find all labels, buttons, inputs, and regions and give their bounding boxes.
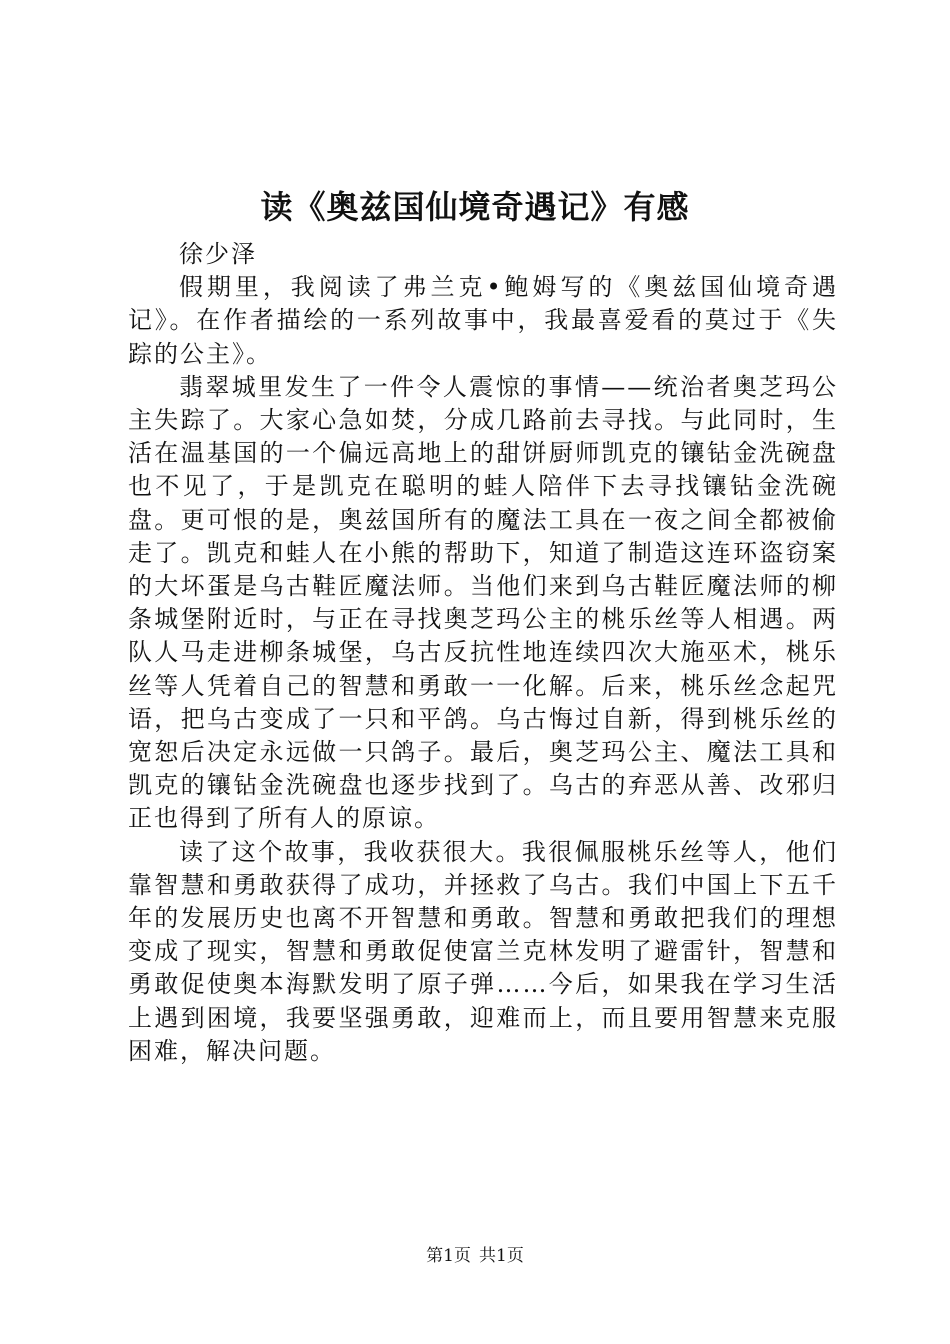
page-number-current: 第1页 (426, 1246, 471, 1266)
paragraph-reflection: 读了这个故事，我收获很大。我很佩服桃乐丝等人，他们靠智慧和勇敢获得了成功，并拯救了乌古。我们中国上下五千年的发展历史也离不开智慧和勇敢。智慧和勇敢把我们的理想变成了现实，智慧和勇敢促使富兰克林发明了避雷针，智慧和勇敢促使奥本海默发明了原子弹……今后，如果我在学习生活上遇到困境，我要坚强勇敢，迎难而上，而且要用智慧来克服困难，解决问题。 (128, 837, 838, 1065)
paragraph-intro: 假期里，我阅读了弗兰克•鲍姆写的《奥兹国仙境奇遇记》。在作者描绘的一系列故事中，我最喜爱看的莫过于《失踪的公主》。 (128, 273, 838, 368)
page-footer (0, 1244, 950, 1268)
page-number-total: 共1页 (479, 1246, 524, 1266)
paragraph-story: 翡翠城里发生了一件令人震惊的事情——统治者奥芝玛公主失踪了。大家心急如焚，分成几路前去寻找。与此同时，生活在温基国的一个偏远高地上的甜饼厨师凯克的镶钻金洗碗盘也不见了，于是凯克在聪明的蛙人陪伴下去寻找镶钻金洗碗盘。更可恨的是，奥兹国所有的魔法工具在一夜之间全都被偷走了。凯克和蛙人在小熊的帮助下，知道了制造这连环盗窃案的大坏蛋是乌古鞋匠魔法师。当他们来到乌古鞋匠魔法师的柳条城堡附近时，与正在寻找奥芝玛公主的桃乐丝等人相遇。两队人马走进柳条城堡，乌古反抗性地连续四次大施巫术，桃乐丝等人凭着自己的智慧和勇敢一一化解。后来，桃乐丝念起咒语，把乌古变成了一只和平鸽。乌古悔过自新，得到桃乐丝的宽恕后决定永远做一只鸽子。最后，奥芝玛公主、魔法工具和凯克的镶钻金洗碗盘也逐步找到了。乌古的弃恶从善、改邪归正也得到了所有人的原谅。 (128, 372, 838, 833)
document-title: 读《奥兹国仙境奇遇记》有感 (260, 188, 690, 226)
author-name: 徐少泽 (179, 240, 257, 268)
document-body (128, 238, 838, 1068)
